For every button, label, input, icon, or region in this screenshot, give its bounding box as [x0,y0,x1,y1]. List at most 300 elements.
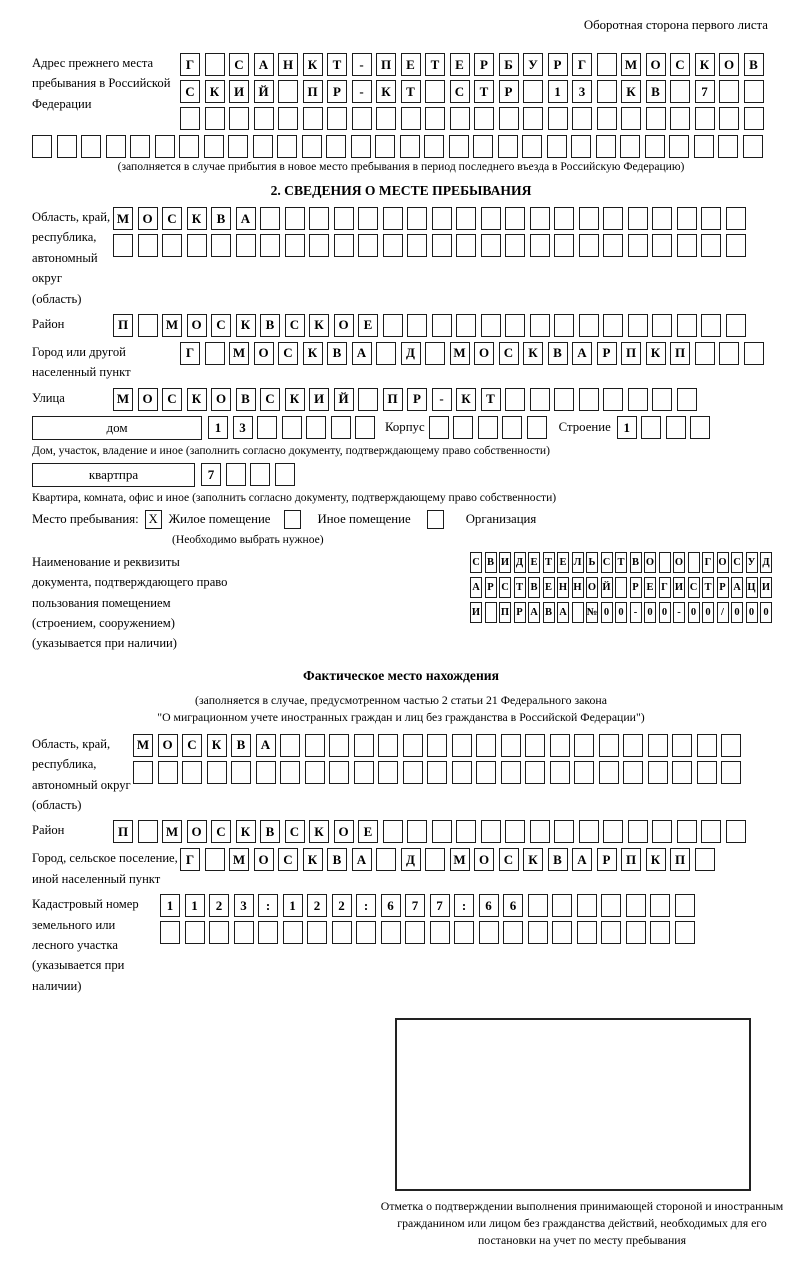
char-cell: Д [514,552,526,573]
char-cell: 6 [503,894,523,917]
char-cell [375,135,395,158]
char-cell: Д [760,552,772,573]
gorod-block-2 [32,848,770,889]
char-cell [744,80,764,103]
oblast-block-2 [32,734,770,816]
char-cell [550,761,570,784]
fact-note-line1: (заполняется в случае, предусмотренном частью 2 статьи 21 Федерального закона [195,692,607,707]
char-cell: С [450,80,470,103]
oblast-label-1: Область, край, республика, автономный округ (область) [32,210,111,306]
char-cell: - [432,388,452,411]
char-cell: В [528,577,540,598]
char-cell: О [211,388,231,411]
char-cell: Т [327,53,347,76]
char-cell: О [334,314,354,337]
char-cell [599,761,619,784]
char-cell [277,135,297,158]
char-cell [383,314,403,337]
char-cell [285,207,305,230]
char-cell: 0 [688,602,700,623]
char-cell [130,135,150,158]
char-cell: 6 [479,894,499,917]
char-cell [303,107,323,130]
char-cell: К [187,207,207,230]
char-cell [207,761,227,784]
char-cell: Т [514,577,526,598]
char-cell: Г [572,53,592,76]
char-cell [383,820,403,843]
char-cell [280,734,300,757]
char-cell [697,734,717,757]
char-cell: О [719,53,739,76]
char-cell: : [258,894,278,917]
prev-address-row-1 [180,53,764,76]
char-cell: Е [543,577,555,598]
char-cell [621,107,641,130]
char-cell: С [211,314,231,337]
char-cell: О [474,848,494,871]
char-cell [552,921,572,944]
prev-address-note: (заполняется в случае прибытия в новое место пребывания в период последнего въезда в Российскую Федерацию) [117,160,685,173]
char-cell [456,207,476,230]
char-cell: - [352,80,372,103]
char-cell: 3 [234,894,254,917]
char-cell [743,135,763,158]
char-cell [726,207,746,230]
stamp-caption: Отметка о подтверждении выполнения принимающей стороной и иностранным гражданином или лицом без гражданства действий, необходимых для его постановки на учет по месту пребывания [380,1199,784,1247]
char-cell [552,894,572,917]
char-cell [403,761,423,784]
char-cell [429,416,449,439]
char-cell [376,107,396,130]
char-cell: Е [557,552,569,573]
char-cell: Е [450,53,470,76]
char-cell: И [309,388,329,411]
char-cell [721,734,741,757]
char-cell: В [260,314,280,337]
char-cell [260,234,280,257]
raion-label-2: Район [32,823,65,838]
char-cell: С [499,848,519,871]
char-cell [603,234,623,257]
char-cell: К [646,848,666,871]
char-cell [258,921,278,944]
char-cell: К [309,314,329,337]
char-cell: П [670,848,690,871]
char-cell [478,416,498,439]
char-cell: В [646,80,666,103]
char-cell [577,894,597,917]
char-cell: : [454,894,474,917]
char-cell [231,761,251,784]
char-cell: 0 [702,602,714,623]
char-cell: 1 [160,894,180,917]
char-cell [407,207,427,230]
char-cell [331,416,351,439]
korpus-cells [429,416,547,439]
char-cell [718,135,738,158]
char-cell [550,734,570,757]
char-cell: Р [327,80,347,103]
option-zhiloe-label: Жилое помещение [168,511,271,526]
char-cell [449,135,469,158]
char-cell [628,820,648,843]
char-cell: М [621,53,641,76]
char-cell [282,416,302,439]
char-cell [505,207,525,230]
char-cell [502,416,522,439]
char-cell [572,602,584,623]
char-cell: К [285,388,305,411]
doc-row-2 [470,577,772,598]
char-cell [505,820,525,843]
char-cell: 1 [617,416,637,439]
char-cell [260,207,280,230]
char-cell [670,107,690,130]
stamp-area [32,1018,784,1268]
char-cell [205,342,225,365]
char-cell [424,135,444,158]
char-cell [701,820,721,843]
char-cell [688,552,700,573]
char-cell [530,820,550,843]
char-cell: Е [358,314,378,337]
char-cell [476,734,496,757]
char-cell: Б [499,53,519,76]
char-cell [623,734,643,757]
char-cell [481,207,501,230]
char-cell [450,107,470,130]
char-cell [329,734,349,757]
char-cell: В [744,53,764,76]
char-cell [226,463,246,486]
char-cell [376,342,396,365]
char-cell [160,921,180,944]
char-cell [453,416,473,439]
char-cell: М [450,848,470,871]
page-side-note: Оборотная сторона первого листа [583,18,768,32]
char-cell: Г [659,577,671,598]
char-cell [603,388,623,411]
char-cell: О [138,388,158,411]
char-cell [547,135,567,158]
checkbox-zhiloe: X [145,510,162,529]
char-cell: О [646,53,666,76]
char-cell: К [236,820,256,843]
char-cell [695,342,715,365]
stroenie-label: Строение [558,420,611,435]
char-cell [615,577,627,598]
char-cell: К [303,342,323,365]
char-cell [180,107,200,130]
char-cell [278,80,298,103]
char-cell [179,135,199,158]
prev-address-row-2 [180,80,764,103]
char-cell: Д [401,848,421,871]
mesto-row [32,510,770,529]
char-cell [432,207,452,230]
char-cell: К [236,314,256,337]
char-cell [306,416,326,439]
char-cell [205,53,225,76]
char-cell [57,135,77,158]
raion-block-2 [32,820,770,843]
char-cell [677,388,697,411]
char-cell [432,314,452,337]
char-cell: 7 [695,80,715,103]
char-cell: У [746,552,758,573]
char-cell: С [688,577,700,598]
char-cell: 1 [208,416,228,439]
char-cell [400,135,420,158]
char-cell [425,107,445,130]
char-cell [278,107,298,130]
char-cell [256,761,276,784]
char-cell: О [673,552,685,573]
char-cell [574,734,594,757]
char-cell [650,894,670,917]
char-cell: - [630,602,642,623]
char-cell: В [630,552,642,573]
char-cell: У [523,53,543,76]
char-cell: С [180,80,200,103]
char-cell: Т [474,80,494,103]
doc-row-1 [470,552,772,573]
char-cell [505,234,525,257]
char-cell [358,207,378,230]
char-cell [351,135,371,158]
char-cell [579,314,599,337]
char-cell [571,135,591,158]
gorod-label-1: Город или другой населенный пункт [32,344,131,380]
char-cell: Е [358,820,378,843]
char-cell: К [695,53,715,76]
char-cell [652,207,672,230]
char-cell [407,820,427,843]
char-cell [677,207,697,230]
char-cell: / [717,602,729,623]
char-cell: А [557,602,569,623]
kadastr-row-1 [160,894,695,917]
char-cell [572,107,592,130]
char-cell [407,314,427,337]
kadastr-block [32,894,770,996]
fact-note-line2: "О миграционном учете иностранных граждан и лиц без гражданства в Российской Федерации") [157,709,645,724]
char-cell [329,761,349,784]
char-cell [205,848,225,871]
char-cell [574,761,594,784]
char-cell: 3 [572,80,592,103]
char-cell [652,820,672,843]
char-cell: Е [644,577,656,598]
char-cell: Р [630,577,642,598]
char-cell [530,314,550,337]
char-cell: А [254,53,274,76]
char-cell: А [528,602,540,623]
char-cell [378,761,398,784]
char-cell [476,761,496,784]
char-cell [204,135,224,158]
char-cell: К [523,848,543,871]
char-cell [485,602,497,623]
char-cell [401,107,421,130]
char-cell [525,761,545,784]
char-cell [283,921,303,944]
char-cell [187,234,207,257]
char-cell [307,921,327,944]
char-cell [501,761,521,784]
char-cell: Р [597,342,617,365]
char-cell: П [383,388,403,411]
char-cell: С [278,848,298,871]
char-cell [383,207,403,230]
char-cell: О [187,820,207,843]
char-cell: С [499,577,511,598]
char-cell [719,107,739,130]
char-cell [719,342,739,365]
char-cell: Е [401,53,421,76]
char-cell: Ц [746,577,758,598]
char-cell [155,135,175,158]
char-cell [646,107,666,130]
char-cell: В [260,820,280,843]
char-cell: П [621,342,641,365]
char-cell: Г [180,53,200,76]
char-cell [694,135,714,158]
char-cell: С [260,388,280,411]
char-cell [603,314,623,337]
char-cell [744,342,764,365]
char-cell: С [229,53,249,76]
char-cell [280,761,300,784]
char-cell: С [285,314,305,337]
char-cell [275,463,295,486]
char-cell [648,761,668,784]
char-cell: - [673,602,685,623]
char-cell [452,761,472,784]
char-cell: 0 [760,602,772,623]
char-cell: В [327,342,347,365]
char-cell: 0 [659,602,671,623]
char-cell [721,761,741,784]
char-cell: Т [543,552,555,573]
char-cell: С [601,552,613,573]
char-cell [378,734,398,757]
char-cell: В [485,552,497,573]
char-cell [701,207,721,230]
char-cell: 7 [430,894,450,917]
char-cell: П [670,342,690,365]
char-cell [677,234,697,257]
char-cell: К [376,80,396,103]
char-cell [254,107,274,130]
char-cell: А [236,207,256,230]
char-cell: 6 [381,894,401,917]
char-cell [427,734,447,757]
kadastr-label: Кадастровый номер земельного или лесного участка (указывается при наличии) [32,897,139,993]
char-cell [138,314,158,337]
char-cell: К [456,388,476,411]
char-cell: 0 [746,602,758,623]
char-cell [522,135,542,158]
char-cell [645,135,665,158]
dom-row [32,416,770,440]
char-cell [528,921,548,944]
char-cell [596,135,616,158]
char-cell: 2 [209,894,229,917]
char-cell: 2 [332,894,352,917]
fact-title: Фактическое место нахождения [303,667,499,683]
char-cell: : [356,894,376,917]
char-cell [554,388,574,411]
char-cell [234,921,254,944]
char-cell [383,234,403,257]
char-cell [672,734,692,757]
char-cell [554,820,574,843]
char-cell [354,761,374,784]
char-cell: Р [499,80,519,103]
char-cell: И [760,577,772,598]
char-cell [599,734,619,757]
kadastr-row-2 [160,921,695,944]
char-cell [358,234,378,257]
char-cell: Е [528,552,540,573]
char-cell [481,314,501,337]
char-cell: Г [180,342,200,365]
char-cell: - [352,53,372,76]
stroenie-cells [617,416,711,439]
char-cell: 1 [185,894,205,917]
char-cell: К [621,80,641,103]
char-cell: Т [425,53,445,76]
gorod-row-1 [180,342,764,365]
char-cell [425,848,445,871]
char-cell: К [309,820,329,843]
char-cell [528,894,548,917]
ulitsa-row [113,388,697,411]
char-cell [623,761,643,784]
char-cell: С [470,552,482,573]
stamp-box [395,1018,751,1191]
char-cell [326,135,346,158]
char-cell: М [113,388,133,411]
doc-block [32,552,770,654]
ulitsa-block [32,388,770,411]
prev-address-label: Адрес прежнего места пребывания в Российской Федерации [32,56,171,111]
char-cell [650,921,670,944]
dom-caption: Дом, участок, владение и иное (заполнить согласно документу, подтверждающему право собственности) [32,443,550,457]
char-cell: Г [180,848,200,871]
char-cell [577,921,597,944]
char-cell: 1 [283,894,303,917]
char-cell: М [162,314,182,337]
char-cell: О [254,848,274,871]
char-cell: П [303,80,323,103]
char-cell [597,107,617,130]
char-cell: Н [278,53,298,76]
doc-row-3 [470,602,772,623]
oblast-label-2: Область, край, республика, автономный округ (область) [32,736,131,813]
char-cell: Т [702,577,714,598]
char-cell [403,734,423,757]
char-cell: В [236,388,256,411]
char-cell: 0 [601,602,613,623]
char-cell: Р [548,53,568,76]
char-cell: П [113,820,133,843]
char-cell [432,820,452,843]
gorod-row-2 [180,848,715,871]
char-cell [133,761,153,784]
